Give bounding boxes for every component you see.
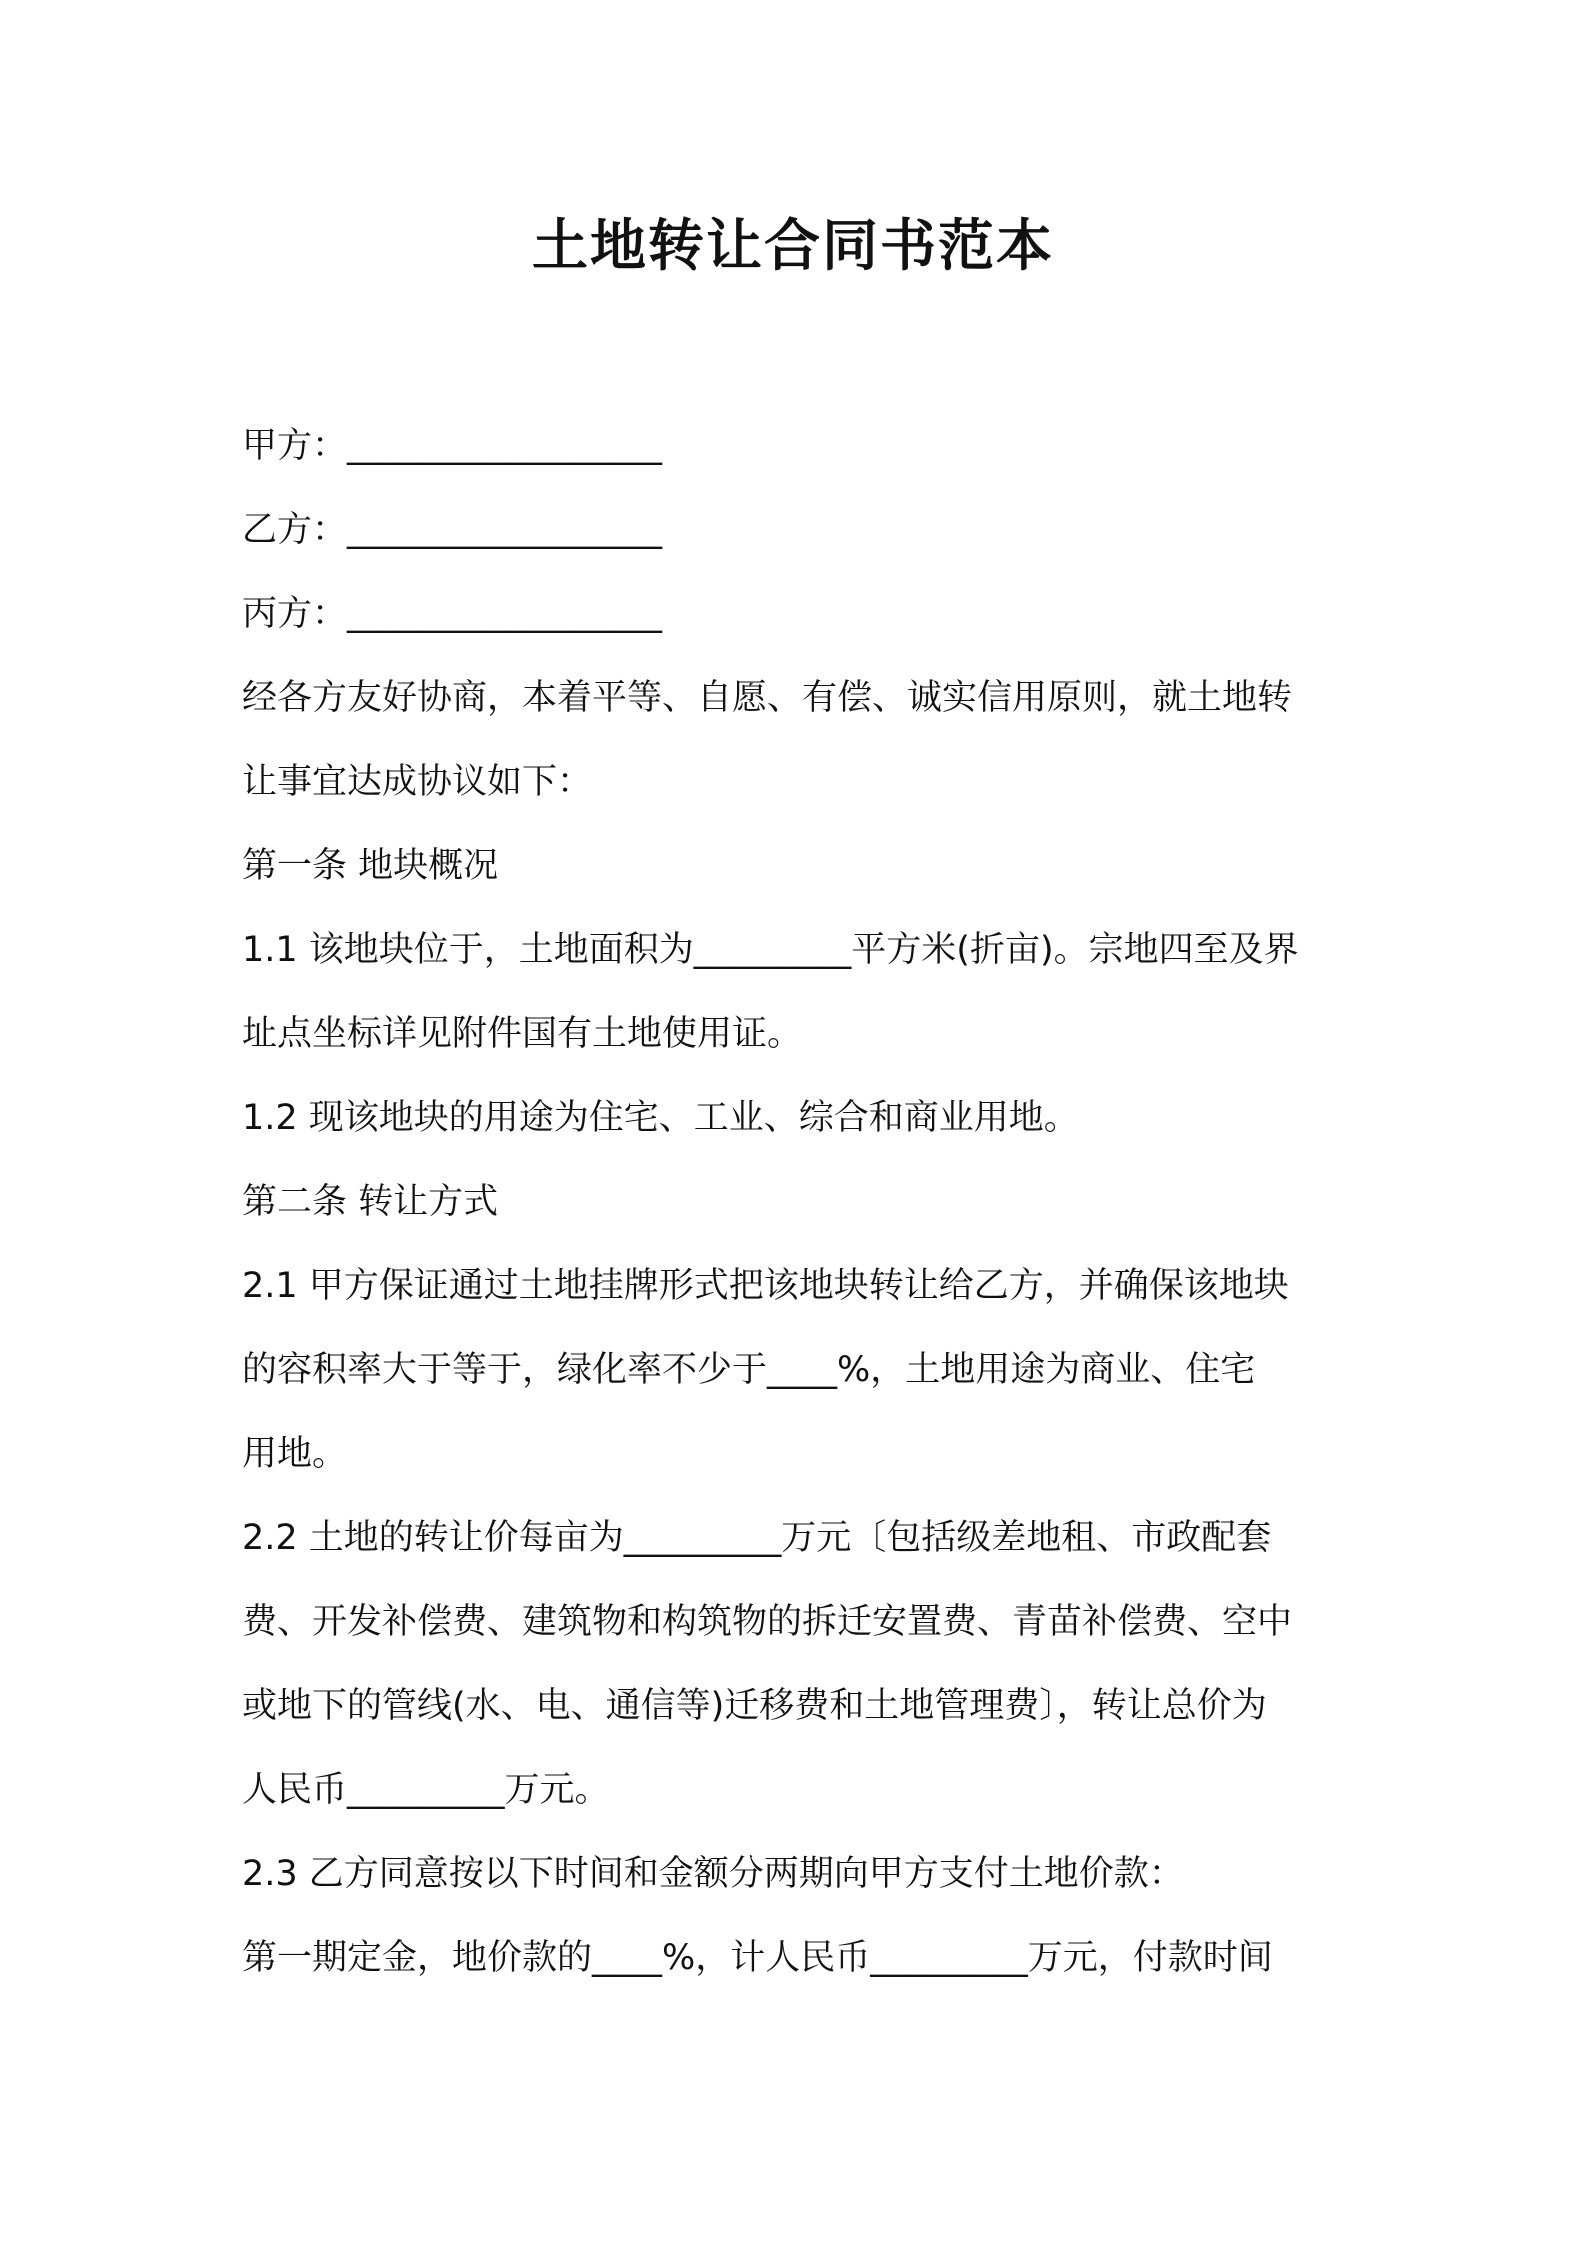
clause-line: 2.3 乙方同意按以下时间和金额分两期向甲方支付土地价款： [242, 1854, 1184, 1894]
clause-line: 2.2 土地的转让价每亩为_________万元〔包括级差地租、市政配套 [242, 1518, 1272, 1558]
party-c-line: 丙方：__________________ [242, 594, 663, 634]
clause-line: 费、开发补偿费、建筑物和构筑物的拆迁安置费、青苗补偿费、空中 [242, 1602, 1293, 1642]
clause-line: 1.2 现该地块的用途为住宅、工业、综合和商业用地。 [242, 1098, 1079, 1138]
clause-line: 2.1 甲方保证通过土地挂牌形式把该地块转让给乙方，并确保该地块 [242, 1266, 1289, 1306]
clause-line: 用地。 [242, 1434, 348, 1474]
clause-line: 1.1 该地块位于，土地面积为_________平方米(折亩)。宗地四至及界 [242, 930, 1299, 970]
clause-line: 址点坐标详见附件国有土地使用证。 [242, 1014, 803, 1054]
article-heading: 第一条 地块概况 [242, 846, 499, 886]
party-a-line: 甲方：__________________ [242, 426, 663, 466]
preamble-line: 经各方友好协商，本着平等、自愿、有偿、诚实信用原则，就土地转 [242, 678, 1293, 718]
document-body [242, 404, 1352, 2000]
article-heading: 第二条 转让方式 [242, 1182, 499, 1222]
clause-line: 第一期定金，地价款的____%，计人民币_________万元，付款时间 [242, 1938, 1273, 1978]
document-title: 土地转让合同书范本 [532, 214, 1054, 279]
clause-line: 人民币_________万元。 [242, 1770, 610, 1810]
party-b-line: 乙方：__________________ [242, 510, 663, 550]
clause-line: 或地下的管线(水、电、通信等)迁移费和土地管理费〕，转让总价为 [242, 1686, 1267, 1726]
preamble-line: 让事宜达成协议如下： [242, 762, 593, 802]
clause-line: 的容积率大于等于，绿化率不少于____%，土地用途为商业、住宅 [242, 1350, 1256, 1390]
